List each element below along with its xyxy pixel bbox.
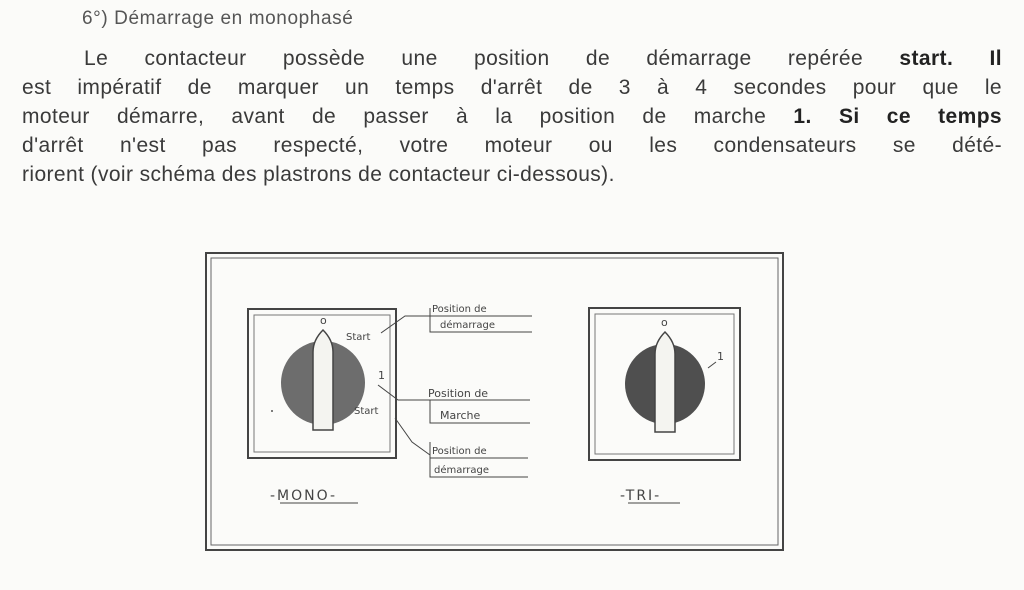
tri-switch-plate xyxy=(589,308,740,460)
mono-knob-handle xyxy=(313,330,333,430)
text-run: Si ce temps xyxy=(811,105,1003,128)
callout-1-line-1: Position de xyxy=(432,304,487,315)
bold-term-start: start. xyxy=(899,47,954,70)
callout-1-line-2: démarrage xyxy=(440,320,496,331)
callout-3-line-1: Position de xyxy=(432,446,487,457)
tri-position-1-label: 1 xyxy=(717,350,724,363)
callout-2-line-1: Position de xyxy=(428,387,489,400)
text-run: Il xyxy=(953,47,1002,70)
mono-start-top-label: Start xyxy=(346,332,371,343)
paragraph-line-2: est impératif de marquer un temps d'arrêt de 3 à 4 secondes pour que le xyxy=(22,76,1002,99)
tri-caption: -TRI- xyxy=(620,488,662,504)
callout-3-line-2: démarrage xyxy=(434,465,490,476)
mono-start-bottom-label: Start xyxy=(354,406,379,417)
section-heading: 6°) Démarrage en monophasé xyxy=(82,8,354,29)
tri-mark-top: o xyxy=(661,316,668,329)
mono-switch-plate xyxy=(248,309,396,458)
mono-mark-top: o xyxy=(320,314,327,327)
text-run: Le contacteur possède une position de démarrage repérée xyxy=(84,47,900,70)
paragraph-line-5: riorent (voir schéma des plastrons de contacteur ci-dessous). xyxy=(22,163,615,186)
text-run: moteur démarre, avant de passer à la position de marche xyxy=(22,105,794,128)
callout-2-line-2: Marche xyxy=(440,409,481,422)
tri-knob-handle xyxy=(655,332,675,432)
mono-caption: -MONO- xyxy=(270,488,338,504)
paragraph-line-4: d'arrêt n'est pas respecté, votre moteur ou les condensateurs se dété- xyxy=(22,134,1002,157)
bold-term-1: 1. xyxy=(793,105,812,128)
mono-position-1-label: 1 xyxy=(378,369,385,382)
